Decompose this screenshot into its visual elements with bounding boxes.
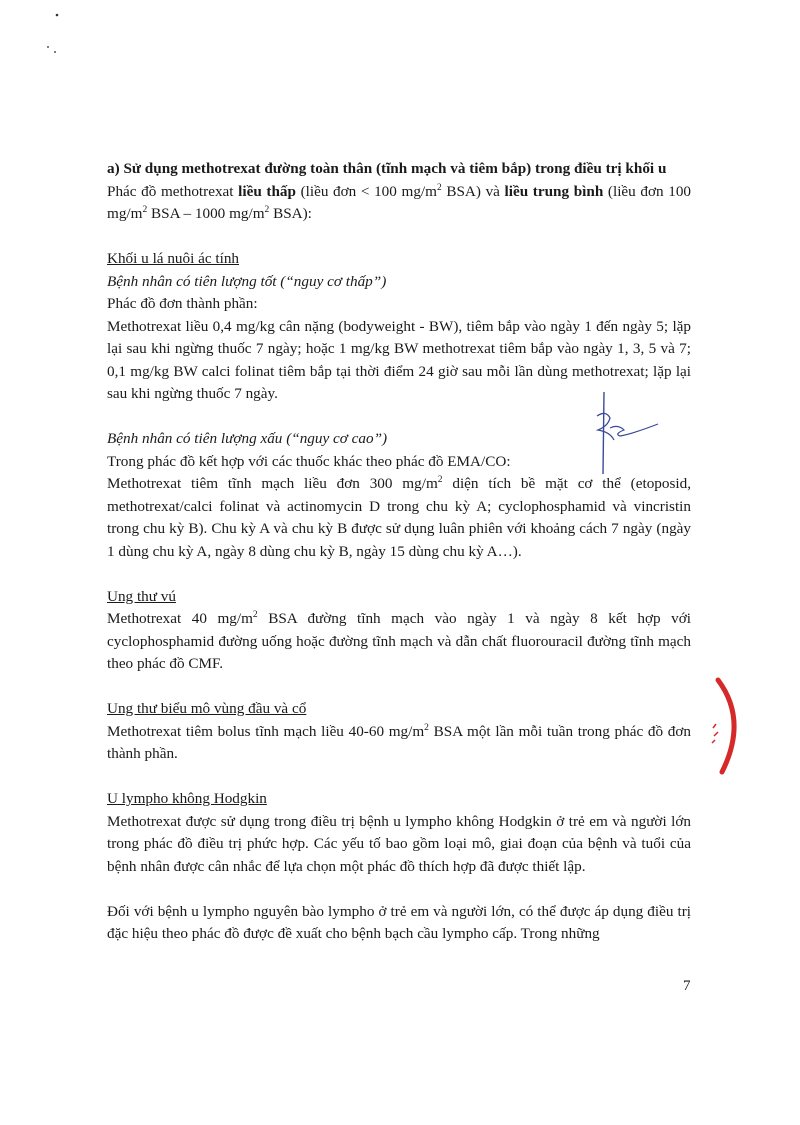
- trophoblastic-title: Khối u lá nuôi ác tính: [107, 250, 240, 267]
- breast-cancer-paragraph: Methotrexat 40 $mg/m^2$ BSA đường tĩnh mạch vào ngày 1 và ngày 8 kết hợp với cyclophosphamid đường uống hoặc đường tĩnh mạch và dẫn chất fluorouracil đường tĩnh mạch theo phác đồ CMF.: [107, 610, 691, 672]
- high-risk-paragraph: Methotrexat tiêm tĩnh mạch liều đơn 300 $mg/m^2$ diện tích bề mặt cơ thể (etoposid, methotrexat/calci folinat và actinomycin D trong chu kỳ A; cyclophosphamid và vincristin trong chu kỳ B). Chu kỳ A và chu kỳ B được sử dụng luân phiên với khoảng cách 7 ngày (ngày 1 dùng chu kỳ A, ngày 8 dùng chu kỳ B, ngày 15 dùng chu kỳ A…).: [107, 475, 691, 560]
- monotherapy-label: Phác đồ đơn thành phần:: [107, 295, 258, 312]
- stamp-mark: [704, 676, 754, 776]
- section-heading: a) Sử dụng methotrexat đường toàn thân (tĩnh mạch và tiêm bắp) trong điều trị khối u: [107, 160, 667, 177]
- high-risk-label: Bệnh nhân có tiên lượng xấu (“nguy cơ cao”): [107, 430, 388, 447]
- head-neck-paragraph: Methotrexat tiêm bolus tĩnh mạch liều 40-60 $mg/m^2$ BSA một lần mỗi tuần trong phác đồ đơn thành phần.: [107, 722, 691, 762]
- low-risk-paragraph: Methotrexat liều 0,4 mg/kg cân nặng (bodyweight - BW), tiêm bắp vào ngày 1 đến ngày 5; lặp lại sau khi ngừng thuốc 7 ngày; hoặc 1 mg/kg BW methotrexat tiêm bắp vào ngày 1, 3, 5 và 7; 0,1 mg/kg BW calci folinat tiêm bắp tại thời điểm 24 giờ sau mỗi lần dùng methotrexat; lặp lại sau khi ngừng thuốc 7 ngày.: [107, 317, 691, 402]
- lymphoma-title: U lympho không Hodgkin: [107, 790, 267, 807]
- scan-dots: [40, 6, 70, 56]
- signature-mark: [584, 388, 664, 474]
- breast-cancer-title: Ung thư vú: [107, 587, 176, 605]
- lymphoma-paragraph-1: Methotrexat được sử dụng trong điều trị bệnh u lympho không Hodgkin ở trẻ em và người lớn trong phác đồ điều trị phức hợp. Các yếu tố bao gồm loại mô, giai đoạn của bệnh và tuổi của bệnh nhân được cân nhắc để lựa chọn một phác đồ thích hợp đã được thiết lập.: [107, 812, 691, 875]
- dosage-intro: Phác đồ methotrexat liều thấp (liều đơn < 100 $mg/m^2$ BSA) và liều trung bình (liều đơn 100 $mg/m^2$ BSA – 1000 $mg/m^2$ BSA):: [107, 182, 692, 222]
- document-body: [107, 158, 691, 946]
- combo-label: Trong phác đồ kết hợp với các thuốc khác theo phác đồ EMA/CO:: [107, 452, 511, 470]
- lymphoma-paragraph-2: Đối với bệnh u lympho nguyên bào lympho ở trẻ em và người lớn, có thể được áp dụng điều trị đặc hiệu theo phác đồ được đề xuất cho bệnh bạch cầu lympho cấp. Trong những: [107, 902, 691, 942]
- page-number: 7: [683, 978, 691, 994]
- head-neck-title: Ung thư biểu mô vùng đầu và cổ: [107, 700, 307, 717]
- low-risk-label: Bệnh nhân có tiên lượng tốt (“nguy cơ thấp”): [107, 272, 387, 290]
